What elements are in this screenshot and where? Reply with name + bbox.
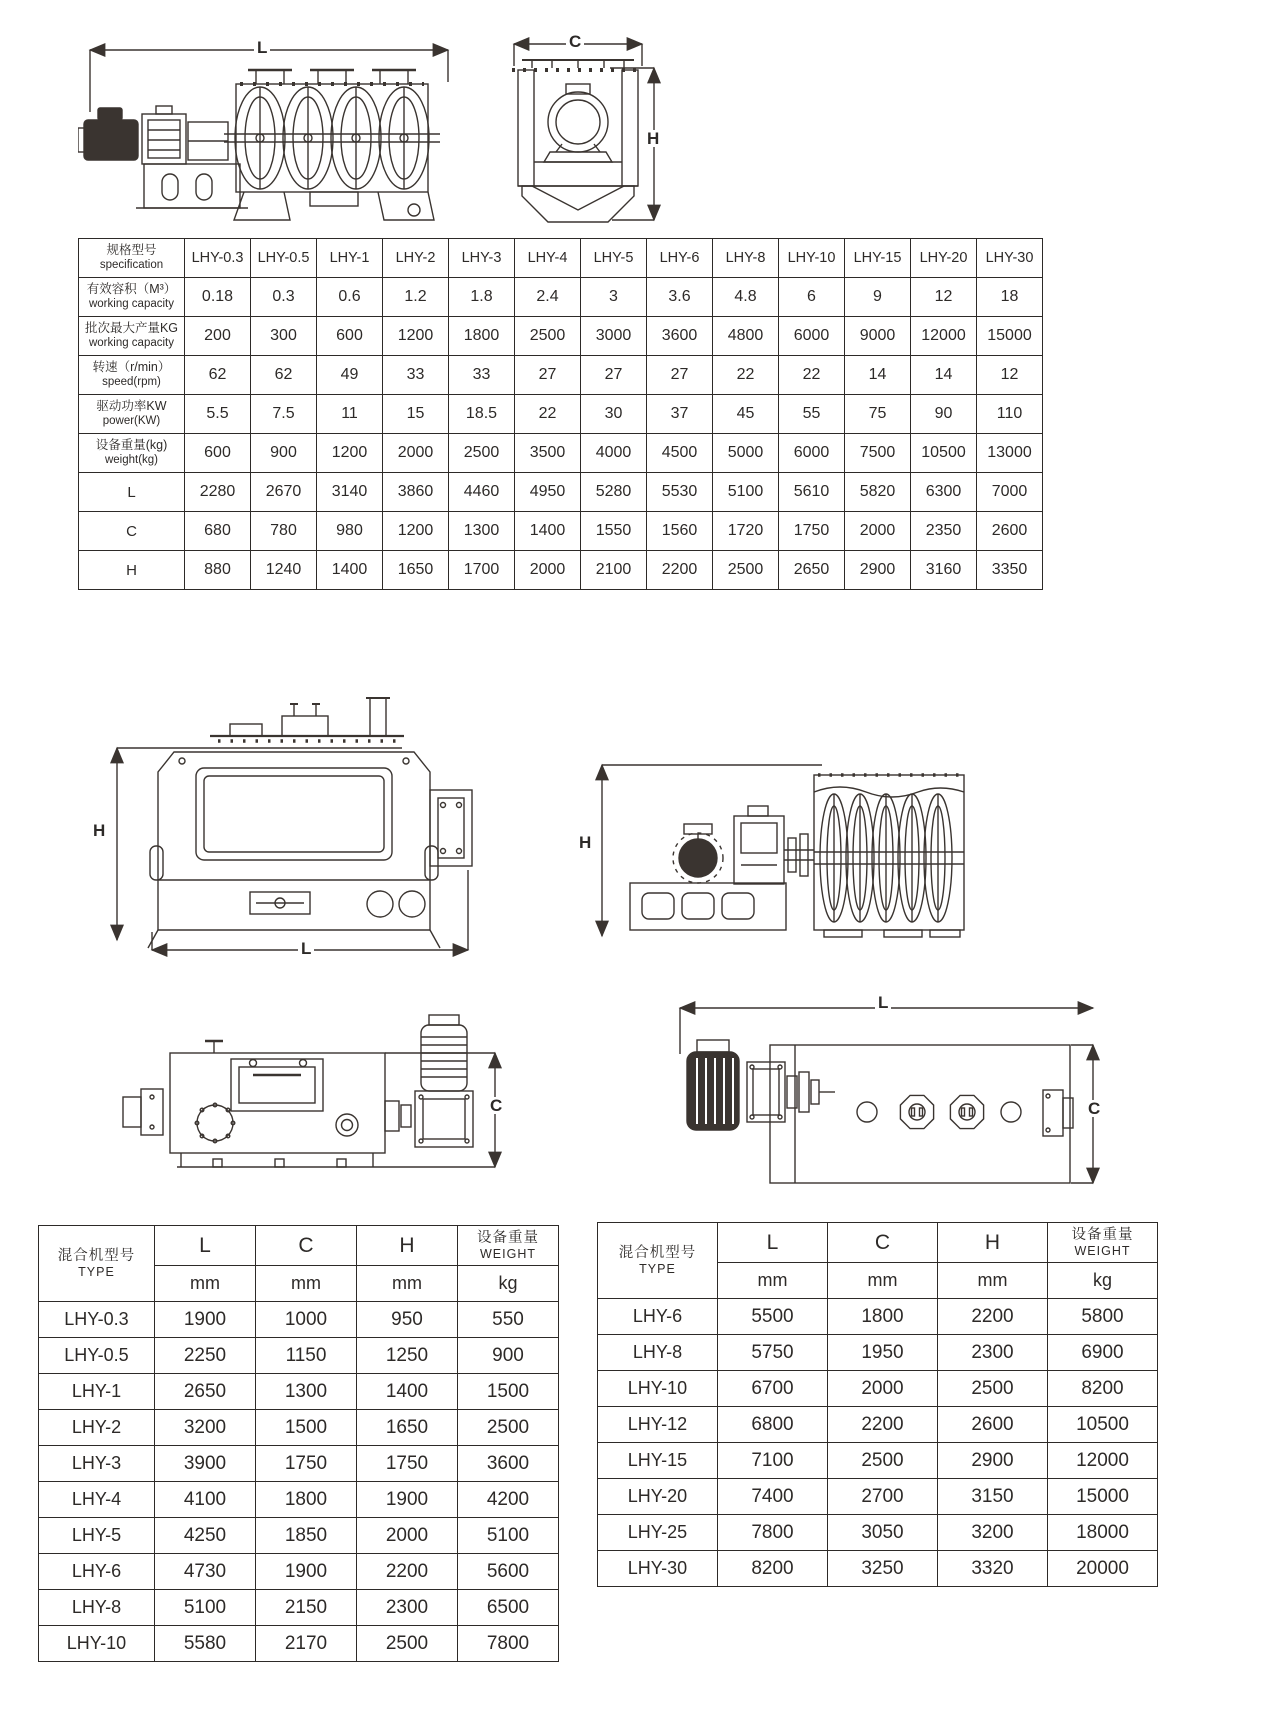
dim-value-cell: 2500	[458, 1410, 559, 1446]
dim-row	[598, 1371, 1158, 1407]
spec-value-cell: 62	[251, 356, 317, 395]
spec-value-cell: 33	[449, 356, 515, 395]
side-view-diagram	[78, 26, 470, 224]
spec-value-cell: 6000	[779, 434, 845, 473]
spec-value-cell: 22	[713, 356, 779, 395]
spec-row	[79, 356, 1043, 395]
dim-type-cell: LHY-10	[598, 1371, 718, 1407]
dim-row	[39, 1626, 559, 1662]
spec-value-cell: 1240	[251, 551, 317, 590]
spec-value-cell: 4000	[581, 434, 647, 473]
spec-value-cell: 7000	[977, 473, 1043, 512]
dim-label-L: L	[254, 39, 270, 56]
spec-value-cell: 5610	[779, 473, 845, 512]
spec-value-cell: 5000	[713, 434, 779, 473]
spec-value-cell: 600	[317, 317, 383, 356]
drawing-front-view-mid	[62, 640, 474, 958]
spec-value-cell: 2200	[647, 551, 713, 590]
dim-type-cell: LHY-12	[598, 1407, 718, 1443]
spec-value-cell: 12	[977, 356, 1043, 395]
dim-type-cell: LHY-5	[39, 1518, 155, 1554]
dim-value-cell: 5500	[718, 1299, 828, 1335]
spec-value-cell: 12000	[911, 317, 977, 356]
dim-col-header: L	[718, 1223, 828, 1263]
dim-row	[39, 1518, 559, 1554]
dim-value-cell: 2000	[357, 1518, 458, 1554]
dim-value-cell: 2300	[938, 1335, 1048, 1371]
spec-model-header: LHY-5	[581, 239, 647, 278]
dim-type-cell: LHY-1	[39, 1374, 155, 1410]
spec-row-label: 转速（r/min） speed(rpm)	[79, 356, 185, 395]
spec-value-cell: 2500	[449, 434, 515, 473]
dim-value-cell: 2150	[256, 1590, 357, 1626]
dim-label-H: H	[576, 834, 594, 851]
spec-value-cell: 1400	[317, 551, 383, 590]
spec-value-cell: 2280	[185, 473, 251, 512]
spec-model-header: LHY-1	[317, 239, 383, 278]
spec-value-cell: 3600	[647, 317, 713, 356]
dim-label-C: C	[1085, 1100, 1103, 1117]
spec-value-cell: 4950	[515, 473, 581, 512]
spec-model-header: LHY-6	[647, 239, 713, 278]
dim-value-cell: 2300	[357, 1590, 458, 1626]
dim-value-cell: 3250	[828, 1551, 938, 1587]
dim-value-cell: 3150	[938, 1479, 1048, 1515]
drawing-side-view-mid	[572, 740, 977, 945]
dim-label-H: H	[644, 130, 662, 147]
dim-value-cell: 3600	[458, 1446, 559, 1482]
mid-front-view-diagram	[62, 640, 474, 958]
spec-row-label: H	[79, 551, 185, 590]
spec-value-cell: 6	[779, 278, 845, 317]
spec-value-cell: 18	[977, 278, 1043, 317]
dim-value-cell: 5800	[1048, 1299, 1158, 1335]
spec-value-cell: 3	[581, 278, 647, 317]
spec-value-cell: 3000	[581, 317, 647, 356]
dim-row	[598, 1443, 1158, 1479]
dim-value-cell: 2600	[938, 1407, 1048, 1443]
dim-value-cell: 18000	[1048, 1515, 1158, 1551]
spec-value-cell: 5280	[581, 473, 647, 512]
dim-col-header: H	[938, 1223, 1048, 1263]
dim-label-C: C	[487, 1097, 505, 1114]
spec-value-cell: 27	[647, 356, 713, 395]
dim-col-header: C	[256, 1226, 357, 1266]
spec-value-cell: 45	[713, 395, 779, 434]
spec-value-cell: 3160	[911, 551, 977, 590]
dim-value-cell: 8200	[718, 1551, 828, 1587]
spec-value-cell: 3860	[383, 473, 449, 512]
mid-side-view-diagram	[572, 740, 977, 945]
spec-header-row	[79, 239, 1043, 278]
spec-row-label: 设备重量(kg) weight(kg)	[79, 434, 185, 473]
dim-row	[598, 1479, 1158, 1515]
dim-value-cell: 5100	[458, 1518, 559, 1554]
spec-row-label: 有效容积（M³） working capacity	[79, 278, 185, 317]
dim-value-cell: 1250	[357, 1338, 458, 1374]
spec-row-label: L	[79, 473, 185, 512]
spec-row	[79, 473, 1043, 512]
dim-row	[598, 1299, 1158, 1335]
spec-value-cell: 1400	[515, 512, 581, 551]
dim-value-cell: 6900	[1048, 1335, 1158, 1371]
spec-value-cell: 110	[977, 395, 1043, 434]
spec-value-cell: 2500	[713, 551, 779, 590]
dim-unit-header: mm	[357, 1266, 458, 1302]
dim-unit-header: mm	[718, 1263, 828, 1299]
spec-value-cell: 27	[515, 356, 581, 395]
spec-value-cell: 12	[911, 278, 977, 317]
spec-value-cell: 2000	[845, 512, 911, 551]
dim-col-header: C	[828, 1223, 938, 1263]
drawing-top-view-right	[635, 990, 1110, 1197]
drawing-front-view-top	[492, 26, 668, 226]
spec-model-header: LHY-15	[845, 239, 911, 278]
spec-value-cell: 30	[581, 395, 647, 434]
dim-value-cell: 1650	[357, 1410, 458, 1446]
spec-value-cell: 0.6	[317, 278, 383, 317]
dim-value-cell: 2500	[828, 1443, 938, 1479]
spec-table	[78, 238, 1043, 590]
type-header-cell: 混合机型号 TYPE	[39, 1226, 155, 1302]
dim-value-cell: 4730	[155, 1554, 256, 1590]
dim-unit-header: mm	[828, 1263, 938, 1299]
spec-value-cell: 2100	[581, 551, 647, 590]
spec-value-cell: 11	[317, 395, 383, 434]
spec-row-label: C	[79, 512, 185, 551]
spec-value-cell: 33	[383, 356, 449, 395]
dim-type-cell: LHY-30	[598, 1551, 718, 1587]
dim-value-cell: 3200	[938, 1515, 1048, 1551]
dim-value-cell: 7800	[458, 1626, 559, 1662]
spec-model-header: LHY-20	[911, 239, 977, 278]
dim-type-cell: LHY-20	[598, 1479, 718, 1515]
spec-value-cell: 18.5	[449, 395, 515, 434]
spec-value-cell: 1560	[647, 512, 713, 551]
spec-value-cell: 15000	[977, 317, 1043, 356]
dim-unit-header: mm	[155, 1266, 256, 1302]
spec-value-cell: 2000	[515, 551, 581, 590]
spec-value-cell: 1800	[449, 317, 515, 356]
dim-value-cell: 3900	[155, 1446, 256, 1482]
spec-value-cell: 1200	[383, 512, 449, 551]
spec-model-header: LHY-0.3	[185, 239, 251, 278]
dim-value-cell: 1800	[256, 1482, 357, 1518]
dim-value-cell: 6500	[458, 1590, 559, 1626]
dim-value-cell: 10500	[1048, 1407, 1158, 1443]
spec-value-cell: 1.2	[383, 278, 449, 317]
dim-value-cell: 8200	[1048, 1371, 1158, 1407]
spec-value-cell: 7500	[845, 434, 911, 473]
spec-value-cell: 2670	[251, 473, 317, 512]
dim-value-cell: 2700	[828, 1479, 938, 1515]
dim-value-cell: 7400	[718, 1479, 828, 1515]
dim-value-cell: 4100	[155, 1482, 256, 1518]
spec-value-cell: 600	[185, 434, 251, 473]
spec-value-cell: 5530	[647, 473, 713, 512]
dim-value-cell: 5580	[155, 1626, 256, 1662]
spec-value-cell: 2900	[845, 551, 911, 590]
dim-value-cell: 2000	[828, 1371, 938, 1407]
dim-value-cell: 2200	[828, 1407, 938, 1443]
dim-value-cell: 900	[458, 1338, 559, 1374]
dim-value-cell: 2250	[155, 1338, 256, 1374]
spec-value-cell: 0.3	[251, 278, 317, 317]
dim-value-cell: 5750	[718, 1335, 828, 1371]
dim-type-cell: LHY-4	[39, 1482, 155, 1518]
dim-col-header: H	[357, 1226, 458, 1266]
dim-value-cell: 550	[458, 1302, 559, 1338]
dim-value-cell: 4250	[155, 1518, 256, 1554]
spec-value-cell: 5.5	[185, 395, 251, 434]
dimension-table-left	[38, 1225, 559, 1662]
spec-value-cell: 1750	[779, 512, 845, 551]
spec-row	[79, 551, 1043, 590]
spec-value-cell: 1.8	[449, 278, 515, 317]
dim-row	[598, 1551, 1158, 1587]
dim-type-cell: LHY-15	[598, 1443, 718, 1479]
dim-type-cell: LHY-6	[39, 1554, 155, 1590]
dim-value-cell: 5100	[155, 1590, 256, 1626]
dim-value-cell: 12000	[1048, 1443, 1158, 1479]
type-header-cell: 混合机型号 TYPE	[598, 1223, 718, 1299]
dim-unit-header: kg	[1048, 1263, 1158, 1299]
spec-value-cell: 49	[317, 356, 383, 395]
spec-value-cell: 1700	[449, 551, 515, 590]
spec-row-label: 驱动功率KW power(KW)	[79, 395, 185, 434]
spec-value-cell: 1720	[713, 512, 779, 551]
spec-value-cell: 780	[251, 512, 317, 551]
dim-col-header: 设备重量 WEIGHT	[1048, 1223, 1158, 1263]
dim-value-cell: 5600	[458, 1554, 559, 1590]
dim-type-cell: LHY-8	[598, 1335, 718, 1371]
dim-label-C: C	[566, 33, 584, 50]
dim-row	[598, 1335, 1158, 1371]
dim-value-cell: 2900	[938, 1443, 1048, 1479]
dim-value-cell: 3200	[155, 1410, 256, 1446]
dim-value-cell: 7100	[718, 1443, 828, 1479]
dim-type-cell: LHY-10	[39, 1626, 155, 1662]
dim-row	[39, 1590, 559, 1626]
dim-value-cell: 1000	[256, 1302, 357, 1338]
spec-value-cell: 22	[779, 356, 845, 395]
dim-type-cell: LHY-0.3	[39, 1302, 155, 1338]
spec-value-cell: 9000	[845, 317, 911, 356]
spec-value-cell: 1200	[317, 434, 383, 473]
spec-value-cell: 2650	[779, 551, 845, 590]
dim-value-cell: 1300	[256, 1374, 357, 1410]
dim-type-cell: LHY-8	[39, 1590, 155, 1626]
dim-header-row	[598, 1223, 1158, 1263]
spec-row	[79, 434, 1043, 473]
dim-label-L: L	[875, 994, 891, 1011]
dim-value-cell: 2500	[357, 1626, 458, 1662]
dim-value-cell: 1150	[256, 1338, 357, 1374]
spec-value-cell: 37	[647, 395, 713, 434]
spec-value-cell: 10500	[911, 434, 977, 473]
front-view-diagram	[492, 26, 668, 226]
spec-model-header: LHY-30	[977, 239, 1043, 278]
spec-value-cell: 1650	[383, 551, 449, 590]
spec-value-cell: 900	[251, 434, 317, 473]
dim-row	[39, 1446, 559, 1482]
dim-value-cell: 20000	[1048, 1551, 1158, 1587]
dim-header-row	[39, 1226, 559, 1266]
spec-value-cell: 55	[779, 395, 845, 434]
spec-row	[79, 317, 1043, 356]
spec-value-cell: 15	[383, 395, 449, 434]
dim-value-cell: 15000	[1048, 1479, 1158, 1515]
dim-value-cell: 6800	[718, 1407, 828, 1443]
dim-value-cell: 1900	[357, 1482, 458, 1518]
spec-value-cell: 980	[317, 512, 383, 551]
dim-value-cell: 1950	[828, 1335, 938, 1371]
spec-value-cell: 1200	[383, 317, 449, 356]
dim-value-cell: 1850	[256, 1518, 357, 1554]
spec-value-cell: 1300	[449, 512, 515, 551]
spec-value-cell: 2500	[515, 317, 581, 356]
spec-row-label: 批次最大产量KG working capacity	[79, 317, 185, 356]
dim-value-cell: 2200	[357, 1554, 458, 1590]
spec-value-cell: 6000	[779, 317, 845, 356]
dim-row	[39, 1482, 559, 1518]
dim-row	[598, 1515, 1158, 1551]
dim-col-header: 设备重量 WEIGHT	[458, 1226, 559, 1266]
dim-value-cell: 7800	[718, 1515, 828, 1551]
dim-value-cell: 3320	[938, 1551, 1048, 1587]
spec-value-cell: 9	[845, 278, 911, 317]
spec-value-cell: 14	[845, 356, 911, 395]
spec-value-cell: 300	[251, 317, 317, 356]
dim-row	[39, 1554, 559, 1590]
dim-unit-header: mm	[938, 1263, 1048, 1299]
dim-row	[39, 1374, 559, 1410]
dim-row	[39, 1410, 559, 1446]
dim-value-cell: 3050	[828, 1515, 938, 1551]
dim-type-cell: LHY-0.5	[39, 1338, 155, 1374]
spec-value-cell: 200	[185, 317, 251, 356]
dim-row	[39, 1338, 559, 1374]
dim-value-cell: 1500	[256, 1410, 357, 1446]
spec-value-cell: 5820	[845, 473, 911, 512]
spec-value-cell: 4460	[449, 473, 515, 512]
spec-value-cell: 3350	[977, 551, 1043, 590]
dim-value-cell: 1900	[155, 1302, 256, 1338]
spec-model-header: LHY-2	[383, 239, 449, 278]
spec-value-cell: 27	[581, 356, 647, 395]
spec-value-cell: 4.8	[713, 278, 779, 317]
spec-value-cell: 3.6	[647, 278, 713, 317]
spec-value-cell: 7.5	[251, 395, 317, 434]
dim-value-cell: 2650	[155, 1374, 256, 1410]
spec-value-cell: 62	[185, 356, 251, 395]
spec-value-cell: 6300	[911, 473, 977, 512]
spec-value-cell: 4500	[647, 434, 713, 473]
dim-value-cell: 1750	[357, 1446, 458, 1482]
spec-model-header: LHY-3	[449, 239, 515, 278]
dim-label-H: H	[90, 822, 108, 839]
dim-value-cell: 1900	[256, 1554, 357, 1590]
dim-value-cell: 6700	[718, 1371, 828, 1407]
spec-value-cell: 22	[515, 395, 581, 434]
dim-value-cell: 2500	[938, 1371, 1048, 1407]
dim-unit-header: mm	[256, 1266, 357, 1302]
dim-label-L: L	[298, 940, 314, 957]
spec-value-cell: 2600	[977, 512, 1043, 551]
dim-type-cell: LHY-25	[598, 1515, 718, 1551]
dimension-table-right	[597, 1222, 1158, 1587]
spec-value-cell: 3140	[317, 473, 383, 512]
dim-row	[39, 1302, 559, 1338]
spec-value-cell: 5100	[713, 473, 779, 512]
spec-corner-cell: 规格型号 specification	[79, 239, 185, 278]
spec-value-cell: 13000	[977, 434, 1043, 473]
dim-value-cell: 2200	[938, 1299, 1048, 1335]
spec-value-cell: 3500	[515, 434, 581, 473]
spec-value-cell: 2.4	[515, 278, 581, 317]
spec-value-cell: 75	[845, 395, 911, 434]
spec-value-cell: 2350	[911, 512, 977, 551]
drawing-top-view-left	[115, 1005, 510, 1195]
spec-value-cell: 2000	[383, 434, 449, 473]
dim-value-cell: 2170	[256, 1626, 357, 1662]
top-view-left-diagram	[115, 1005, 510, 1195]
spec-value-cell: 4800	[713, 317, 779, 356]
dim-type-cell: LHY-3	[39, 1446, 155, 1482]
spec-model-header: LHY-0.5	[251, 239, 317, 278]
spec-value-cell: 680	[185, 512, 251, 551]
dim-type-cell: LHY-2	[39, 1410, 155, 1446]
dim-type-cell: LHY-6	[598, 1299, 718, 1335]
dim-unit-header: kg	[458, 1266, 559, 1302]
top-view-right-diagram	[635, 990, 1110, 1197]
spec-row	[79, 278, 1043, 317]
dim-value-cell: 1750	[256, 1446, 357, 1482]
spec-value-cell: 1550	[581, 512, 647, 551]
spec-row	[79, 395, 1043, 434]
spec-value-cell: 90	[911, 395, 977, 434]
dim-value-cell: 4200	[458, 1482, 559, 1518]
spec-model-header: LHY-4	[515, 239, 581, 278]
spec-value-cell: 14	[911, 356, 977, 395]
drawing-side-view-top	[78, 26, 470, 224]
spec-model-header: LHY-10	[779, 239, 845, 278]
dim-row	[598, 1407, 1158, 1443]
spec-row	[79, 512, 1043, 551]
spec-model-header: LHY-8	[713, 239, 779, 278]
spec-value-cell: 880	[185, 551, 251, 590]
spec-value-cell: 0.18	[185, 278, 251, 317]
dim-col-header: L	[155, 1226, 256, 1266]
dim-value-cell: 1500	[458, 1374, 559, 1410]
dim-value-cell: 950	[357, 1302, 458, 1338]
dim-value-cell: 1400	[357, 1374, 458, 1410]
dim-value-cell: 1800	[828, 1299, 938, 1335]
